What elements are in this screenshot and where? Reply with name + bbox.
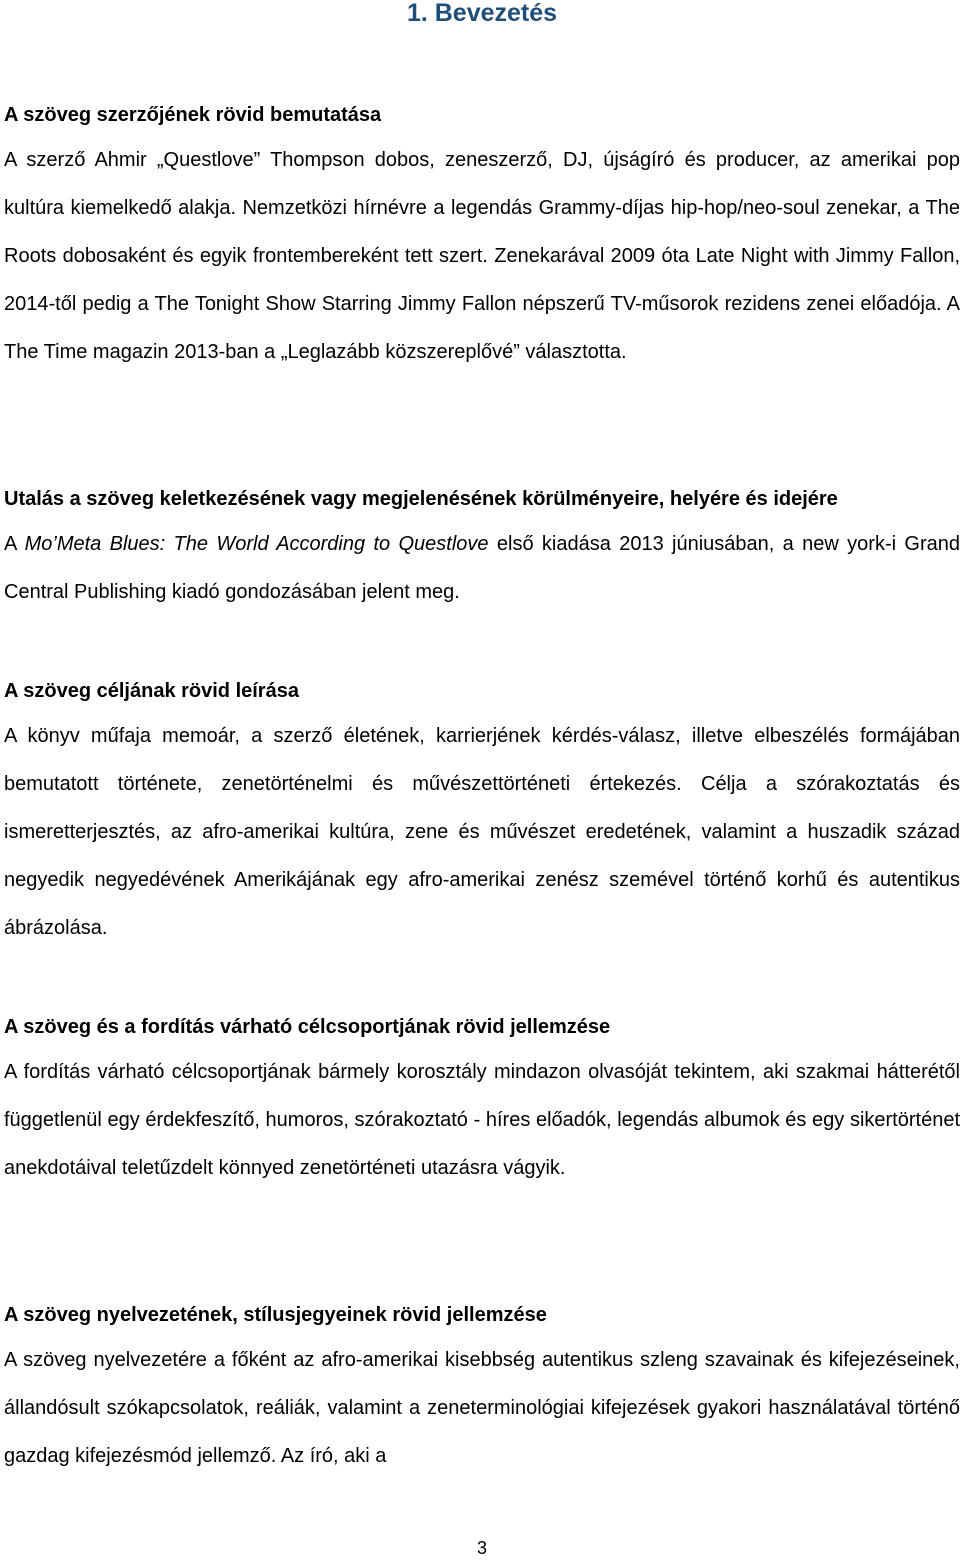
section-paragraph	[4, 136, 960, 376]
section-heading: A szöveg céljának rövid leírása	[4, 680, 299, 702]
paragraph-text: A szerző Ahmir „Questlove” Thompson dobos, zeneszerző, DJ, újságíró és producer, az amerikai pop kultúra kiemelkedő alakja. Nemzetközi hírnévre a legendás Grammy-díjas hip-hop/neo-soul zenekar, a The Roots dobosaként és egyik frontembereként tett szert. Zenekarával 2009 óta Late Night with Jimmy Fallon, 2014-től pedig a The Tonight Show Starring Jimmy Fallon népszerű TV-műsorok rezidens zenei előadója. A The Time magazin 2013-ban a „Leglazább közszereplővé” választotta.	[4, 149, 960, 363]
section-author	[4, 94, 960, 376]
section-heading: Utalás a szöveg keletkezésének vagy megjelenésének körülményeire, helyére és idejére	[4, 488, 838, 510]
chapter-title: 1. Bevezetés	[406, 0, 558, 27]
paragraph-text: A szöveg nyelvezetére a főként az afro-amerikai kisebbség autentikus szleng szavainak és kifejezéseinek, állandósult szókapcsolatok, reáliák, valamint a zeneterminológiai kifejezések gyakori használatával történő gazdag kifejezésmód jellemző. Az író, aki a	[4, 1349, 960, 1467]
section-heading: A szöveg és a fordítás várható célcsoportjának rövid jellemzése	[4, 1016, 611, 1038]
paragraph-text: A	[4, 533, 25, 555]
section-paragraph	[4, 1048, 960, 1192]
section-publication	[4, 478, 960, 616]
section-style	[4, 1294, 960, 1480]
paragraph-text: első kiadása 2013 júniusában, a new york-i Grand Central Publishing kiadó gondozásában jelent meg.	[4, 533, 960, 603]
paragraph-text: A könyv műfaja memoár, a szerző életének, karrierjének kérdés-válasz, illetve elbeszélés formájában bemutatott története, zenetörténelmi és művészettörténeti értekezés. Célja a szórakoztatás és ismeretterjesztés, az afro-amerikai kultúra, zene és művészet eredetének, valamint a huszadik század negyedik negyedévének Amerikájának egy afro-amerikai zenész szemével történő korhű és autentikus ábrázolása.	[4, 725, 960, 939]
document-page	[4, 0, 960, 1564]
section-heading: A szöveg nyelvezetének, stílusjegyeinek rövid jellemzése	[4, 1304, 547, 1326]
page-number: 3	[476, 1538, 487, 1558]
book-title: Mo’Meta Blues: The World According to Questlove	[24, 533, 489, 555]
section-paragraph	[4, 520, 960, 616]
section-heading: A szöveg szerzőjének rövid bemutatása	[4, 104, 382, 126]
section-paragraph	[4, 712, 960, 952]
paragraph-text: A fordítás várható célcsoportjának bármely korosztály mindazon olvasóját tekintem, aki szakmai hátterétől függetlenül egy érdekfeszítő, humoros, szórakoztató - híres előadók, legendás albumok és egy sikertörténet anekdotáival teletűzdelt könnyed zenetörténeti utazásra vágyik.	[4, 1061, 960, 1179]
section-audience	[4, 1006, 960, 1192]
section-paragraph	[4, 1336, 960, 1480]
section-purpose	[4, 670, 960, 952]
